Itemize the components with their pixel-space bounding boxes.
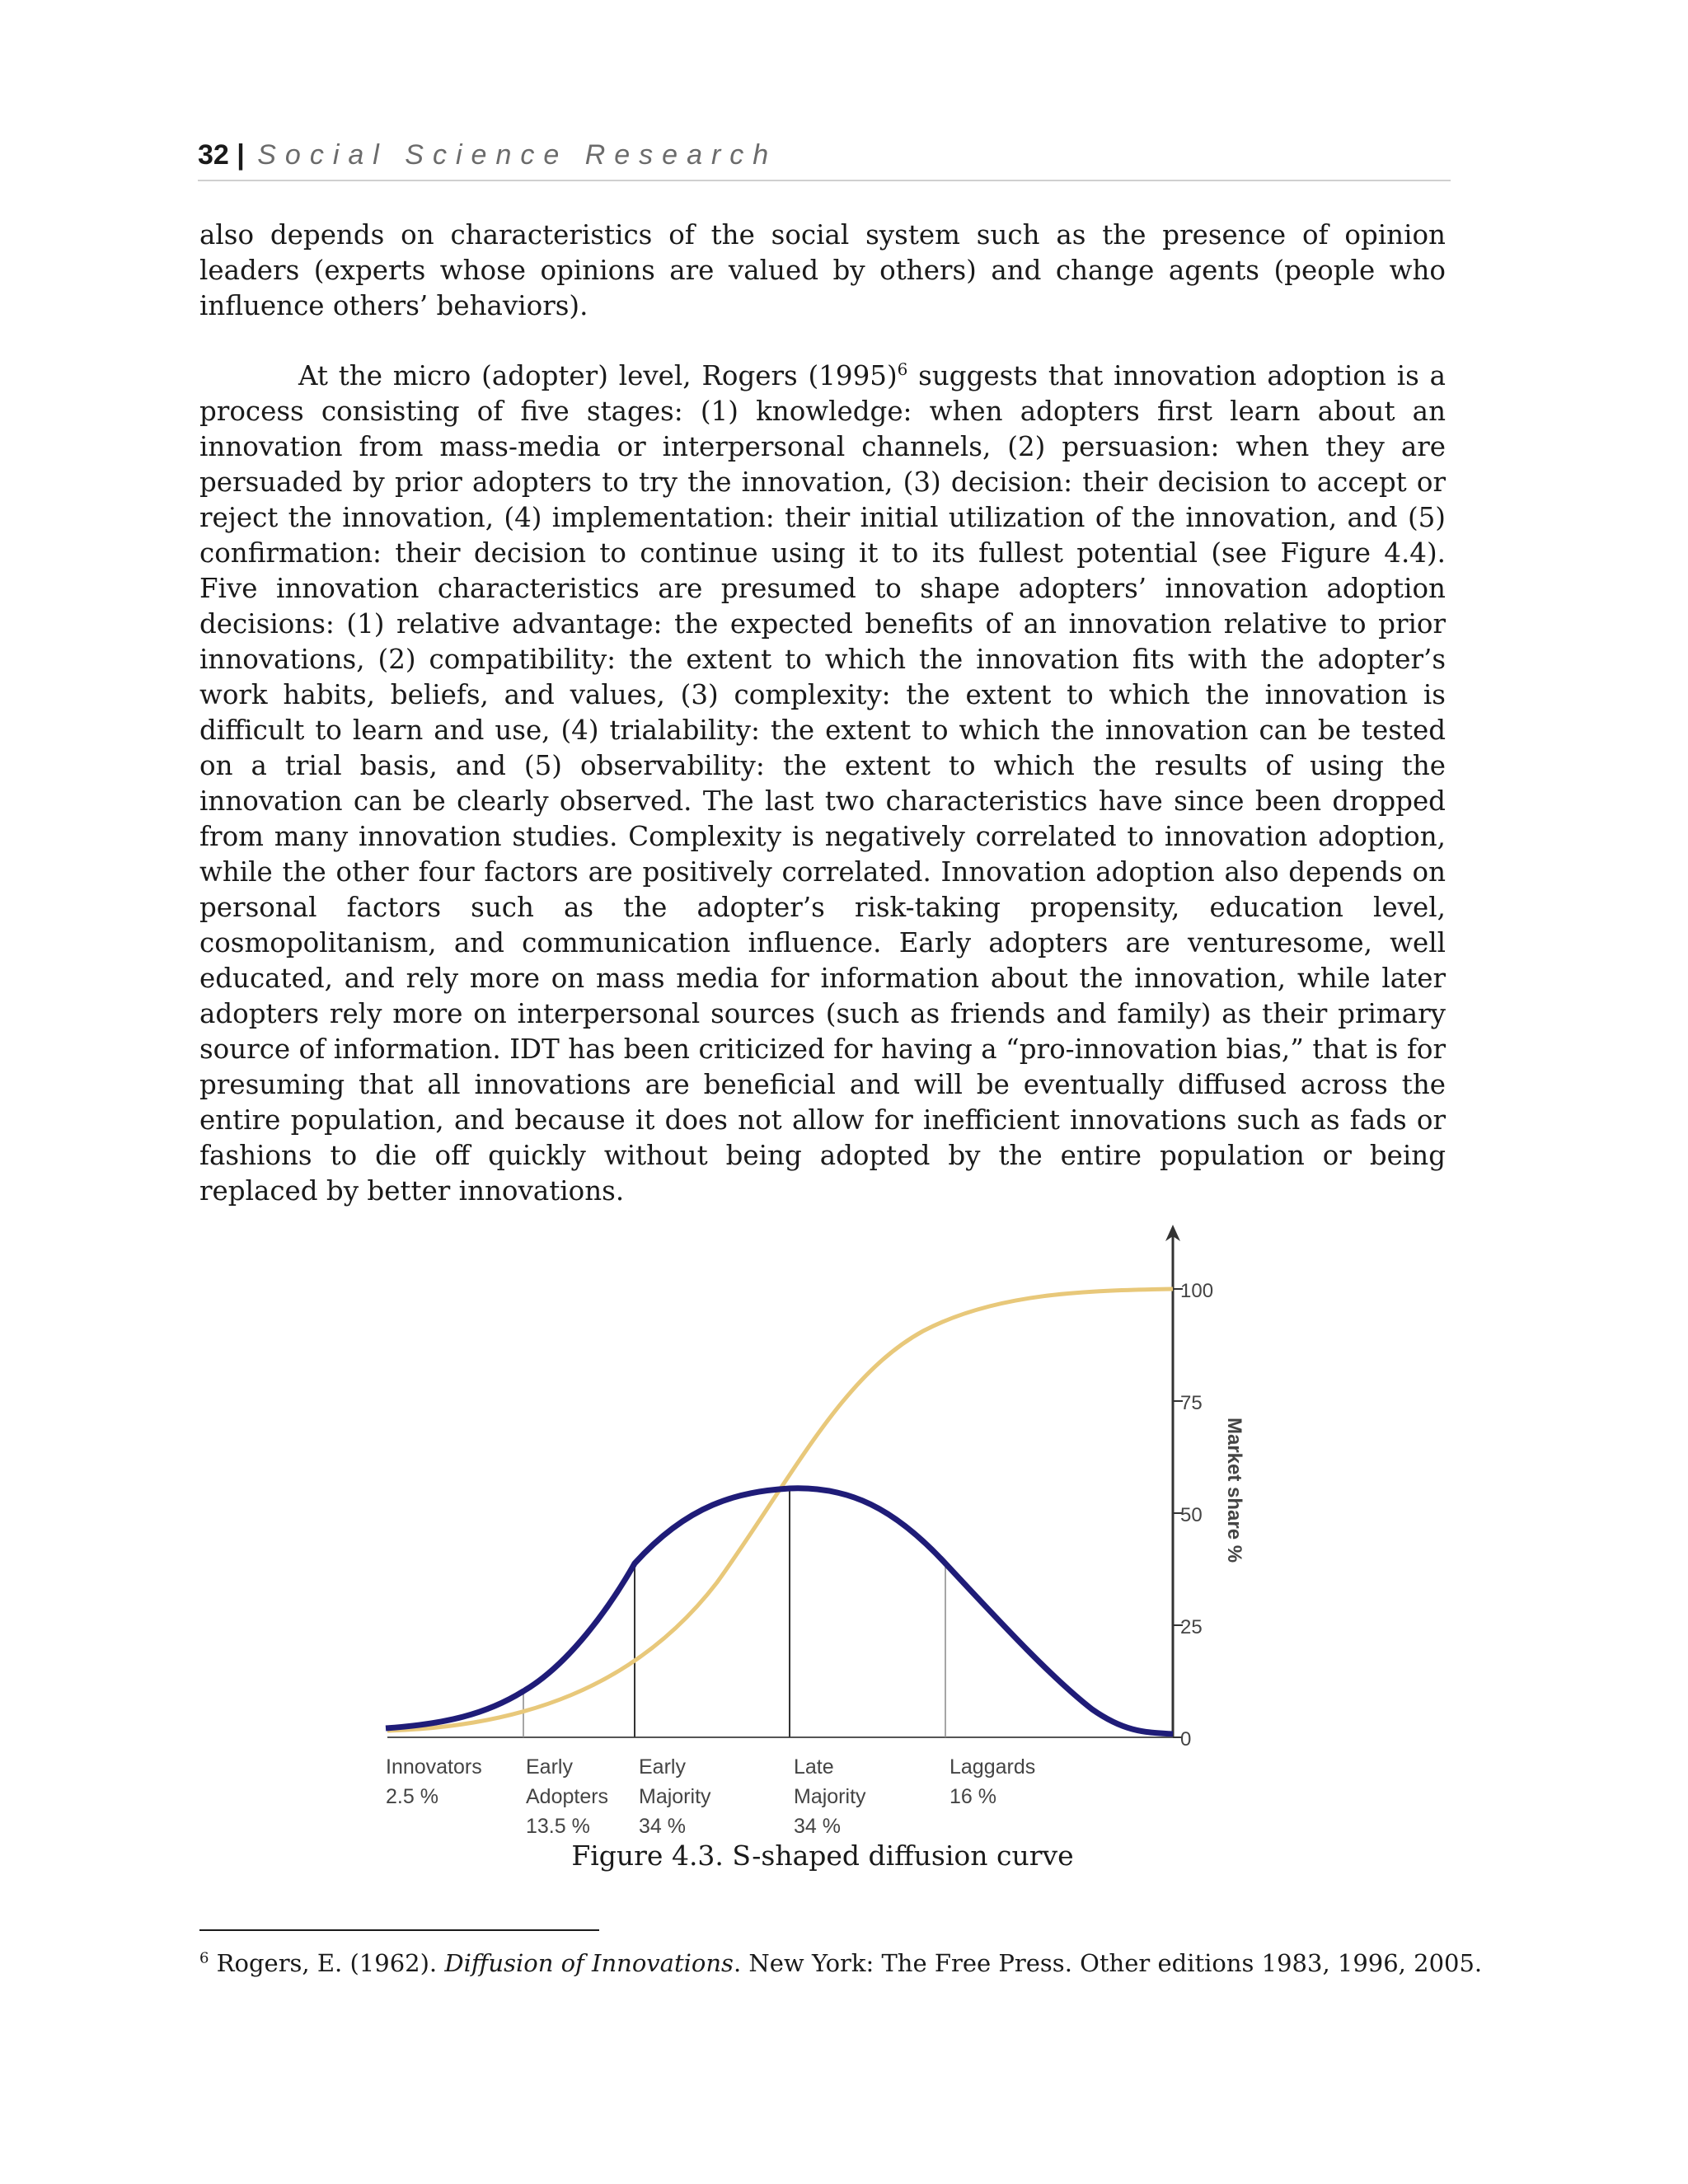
segment-early-majority-line2: Majority — [639, 1785, 711, 1808]
segment-label-laggards — [950, 1755, 1041, 1808]
paragraph-1: also depends on characteristics of the social system such as the presence of opinion leaders (experts whose opinions are valued by others) and change agents (people who influence others’ behaviors). — [199, 219, 1446, 321]
s-curve — [387, 1289, 1173, 1731]
segment-label-innovators — [386, 1755, 488, 1808]
segment-innovators-share: 2.5 % — [386, 1785, 438, 1808]
segment-late-majority-line2: Majority — [794, 1785, 866, 1808]
paragraph-2 — [199, 359, 1446, 1209]
segment-early-majority-line1: Early — [639, 1755, 686, 1779]
segment-late-majority-line1: Late — [794, 1755, 834, 1779]
tick-label-25: 25 — [1180, 1616, 1203, 1638]
running-title: Social Science Research — [257, 139, 778, 171]
y-ticks — [1173, 1280, 1213, 1750]
footnote-book-title: Diffusion of Innovations — [444, 1949, 734, 1977]
footnote-reference[interactable]: 6 — [897, 359, 908, 380]
tick-label-100: 100 — [1180, 1280, 1214, 1302]
footnote-mark: 6 — [199, 1949, 209, 1967]
segment-label-late-majority — [794, 1755, 871, 1838]
segment-dividers — [523, 1488, 945, 1737]
segment-innovators-name: Innovators — [386, 1755, 482, 1779]
page-number: 32 — [198, 139, 229, 171]
tick-label-75: 75 — [1180, 1392, 1203, 1414]
segment-early-adopters-share: 13.5 % — [526, 1815, 590, 1838]
segment-early-majority-share: 34 % — [639, 1815, 686, 1838]
segment-label-early-majority — [639, 1755, 716, 1838]
footnote — [199, 1948, 1518, 1978]
segment-laggards-name: Laggards — [950, 1755, 1036, 1779]
tick-label-50: 50 — [1180, 1504, 1203, 1526]
paragraph-2-body: suggests that innovation adoption is a process consisting of five stages: (1) knowledge: when adopters first learn about an innovation from mass-media or interpersonal channels, (2) persuasion: when they are persuaded by prior adopters to try the innovation, (3) decision: their decision to accept or reject the innovation, (4) implementation: their initial utilization of the innovation, and (5) confirmation: their decision to continue using it to its fullest potential (see Figure 4.4). Five innovation characteristics are presumed to shape adopters’ innovation adoption decisions: (1) relative advantage: the expected benefits of an innovation relative to prior innovations, (2) compatibility: the extent to which the innovation fits with the adopter’s work habits, beliefs, and values, (3) complexity: the extent to which the innovation is difficult to learn and use, (4) trialability: the extent to which the innovation can be tested on a trial basis, and (5) observability: the extent to which the results of using the innovation can be clearly observed. The last two characteristics have since been dropped from many innovation studies. Complexity is negatively correlated to innovation adoption, while the other four factors are positively correlated. Innovation adoption also depends on personal factors such as the adopter’s risk-taking propensity, education level, cosmopolitanism, and communication influence. Early adopters are venturesome, well educated, and rely more on mass media for information about the innovation, while later adopters rely more on interpersonal sources (such as friends and family) as their primary source of information. IDT has been criticized for having a “pro-innovation bias,” that is for presuming that all innovations are beneficial and will be eventually diffused across the entire population, and because it does not allow for inefficient innovations such as fads or fashions to die off quickly without being adopted by the entire population or being replaced by better innovations. — [199, 360, 1446, 1207]
figure-caption: Figure 4.3. S-shaped diffusion curve — [571, 1840, 1074, 1872]
y-axis-title: Market share % — [1223, 1418, 1245, 1563]
diffusion-figure — [363, 1220, 1302, 1846]
segment-labels — [386, 1755, 1041, 1838]
footnote-citation-start: Rogers, E. (1962). — [209, 1949, 445, 1977]
segment-early-adopters-line2: Adopters — [526, 1785, 609, 1808]
footnote-citation-end: . New York: The Free Press. Other editions 1983, 1996, 2005. — [733, 1949, 1483, 1977]
bell-curve — [386, 1488, 1173, 1734]
running-header — [198, 138, 1451, 181]
paragraph-2-start: At the micro (adopter) level, Rogers (1995) — [298, 360, 898, 391]
segment-early-adopters-line1: Early — [526, 1755, 573, 1779]
segment-label-early-adopters — [526, 1755, 614, 1838]
tick-label-0: 0 — [1180, 1728, 1192, 1750]
segment-late-majority-share: 34 % — [794, 1815, 841, 1838]
segment-laggards-share: 16 % — [950, 1785, 996, 1808]
footnote-divider — [199, 1929, 599, 1931]
header-separator: | — [237, 139, 245, 171]
